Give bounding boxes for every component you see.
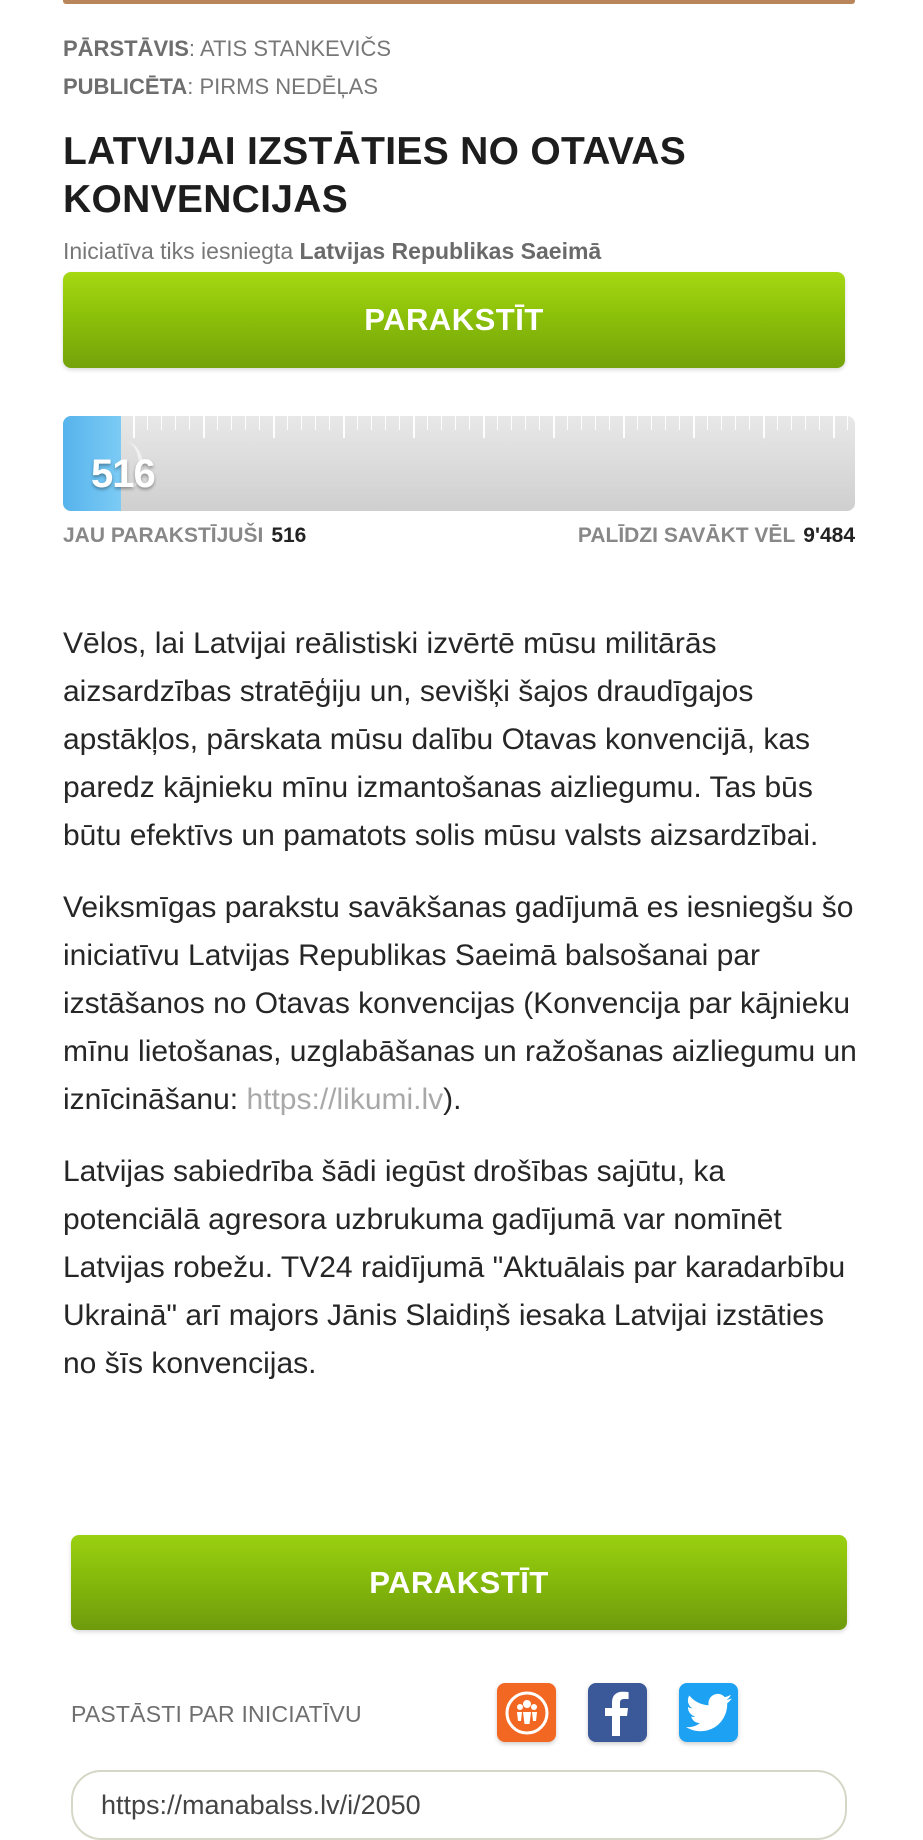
remaining-label: PALĪDZI SAVĀKT VĒL (577, 524, 796, 547)
progress-major-ticks (63, 416, 855, 438)
signed-label: JAU PARAKSTĪJUŠI (63, 524, 264, 547)
facebook-share-button[interactable] (588, 1683, 647, 1742)
published-label: PUBLICĒTA (63, 74, 188, 99)
representative-label: PĀRSTĀVIS (63, 36, 189, 61)
remaining-value: 9'484 (803, 524, 855, 547)
initiative-meta (63, 30, 391, 106)
description-paragraph-3: Latvijas sabiedrība šādi iegūst drošības sajūtu, ka potenciālā agresora uzbrukuma gadījumā var nomīnēt Latvijas robežu. TV24 raidījumā "Aktuālais par karadarbību Ukrainā" arī majors Jānis Slaidiņš iesaka Latvijai izstāties no šīs konvencijas. (63, 1155, 846, 1380)
paragraph-2-end: ). (443, 1083, 462, 1116)
submission-prefix: Iniciatīva tiks iesniegta (63, 238, 294, 264)
initiative-cover-image (63, 0, 855, 4)
draugiem-icon (504, 1690, 550, 1736)
representative-name: ATIS STANKEVIČS (199, 36, 392, 61)
signed-value: 516 (271, 524, 307, 547)
description-paragraph-1: Vēlos, lai Latvijai reālistiski izvērtē mūsu militārās aizsardzības stratēģiju un, sevišķi šajos draudīgajos apstākļos, pārskata mūsu dalību Otavas konvencijā, kas paredz kājnieku mīnu izmantošanas aizliegumu. Tas būs būtu efektīvs un pamatots solis mūsu valsts aizsardzībai. (63, 627, 819, 852)
published-line: PUBLICĒTA: PIRMS NEDĒĻAS (63, 74, 378, 99)
page-title: LATVIJAI IZSTĀTIES NO OTAVAS KONVENCIJAS (63, 130, 687, 221)
draugiem-share-button[interactable] (497, 1683, 556, 1742)
twitter-icon (686, 1693, 732, 1733)
description-paragraph-2 (63, 884, 858, 1124)
share-url-field[interactable]: https://manabalss.lv/i/2050 (71, 1770, 847, 1840)
progress-count: 516 (91, 452, 155, 496)
facebook-icon (598, 1690, 638, 1736)
representative-line: PĀRSTĀVIS: ATIS STANKEVIČS (63, 36, 392, 61)
signature-progress-bar (63, 416, 855, 511)
sign-button-top[interactable]: PARAKSTĪT (63, 272, 845, 368)
twitter-share-button[interactable] (679, 1683, 738, 1742)
initiative-description (63, 620, 858, 1412)
submission-target: Latvijas Republikas Saeimā (299, 238, 602, 264)
likumi-link[interactable]: https://likumi.lv (246, 1083, 444, 1116)
paragraph-2-text: Veiksmīgas parakstu savākšanas gadījumā es iesniegšu šo iniciatīvu Latvijas Republikas Saeimā balsošanai par izstāšanos no Otavas konvencijas (Konvencija par kājnieku mīnu lietošanas, uzglabāšanas un ražošanas aizliegumu un iznīcināšanu: (63, 891, 857, 1116)
published-date: PIRMS NEDĒĻAS (199, 74, 378, 99)
submission-target-note (63, 238, 601, 265)
sign-button-bottom[interactable]: PARAKSTĪT (71, 1535, 847, 1630)
remaining-stat (578, 524, 855, 548)
share-label: PASTĀSTI PAR INICIATĪVU (71, 1701, 362, 1727)
signed-stat (63, 524, 306, 548)
